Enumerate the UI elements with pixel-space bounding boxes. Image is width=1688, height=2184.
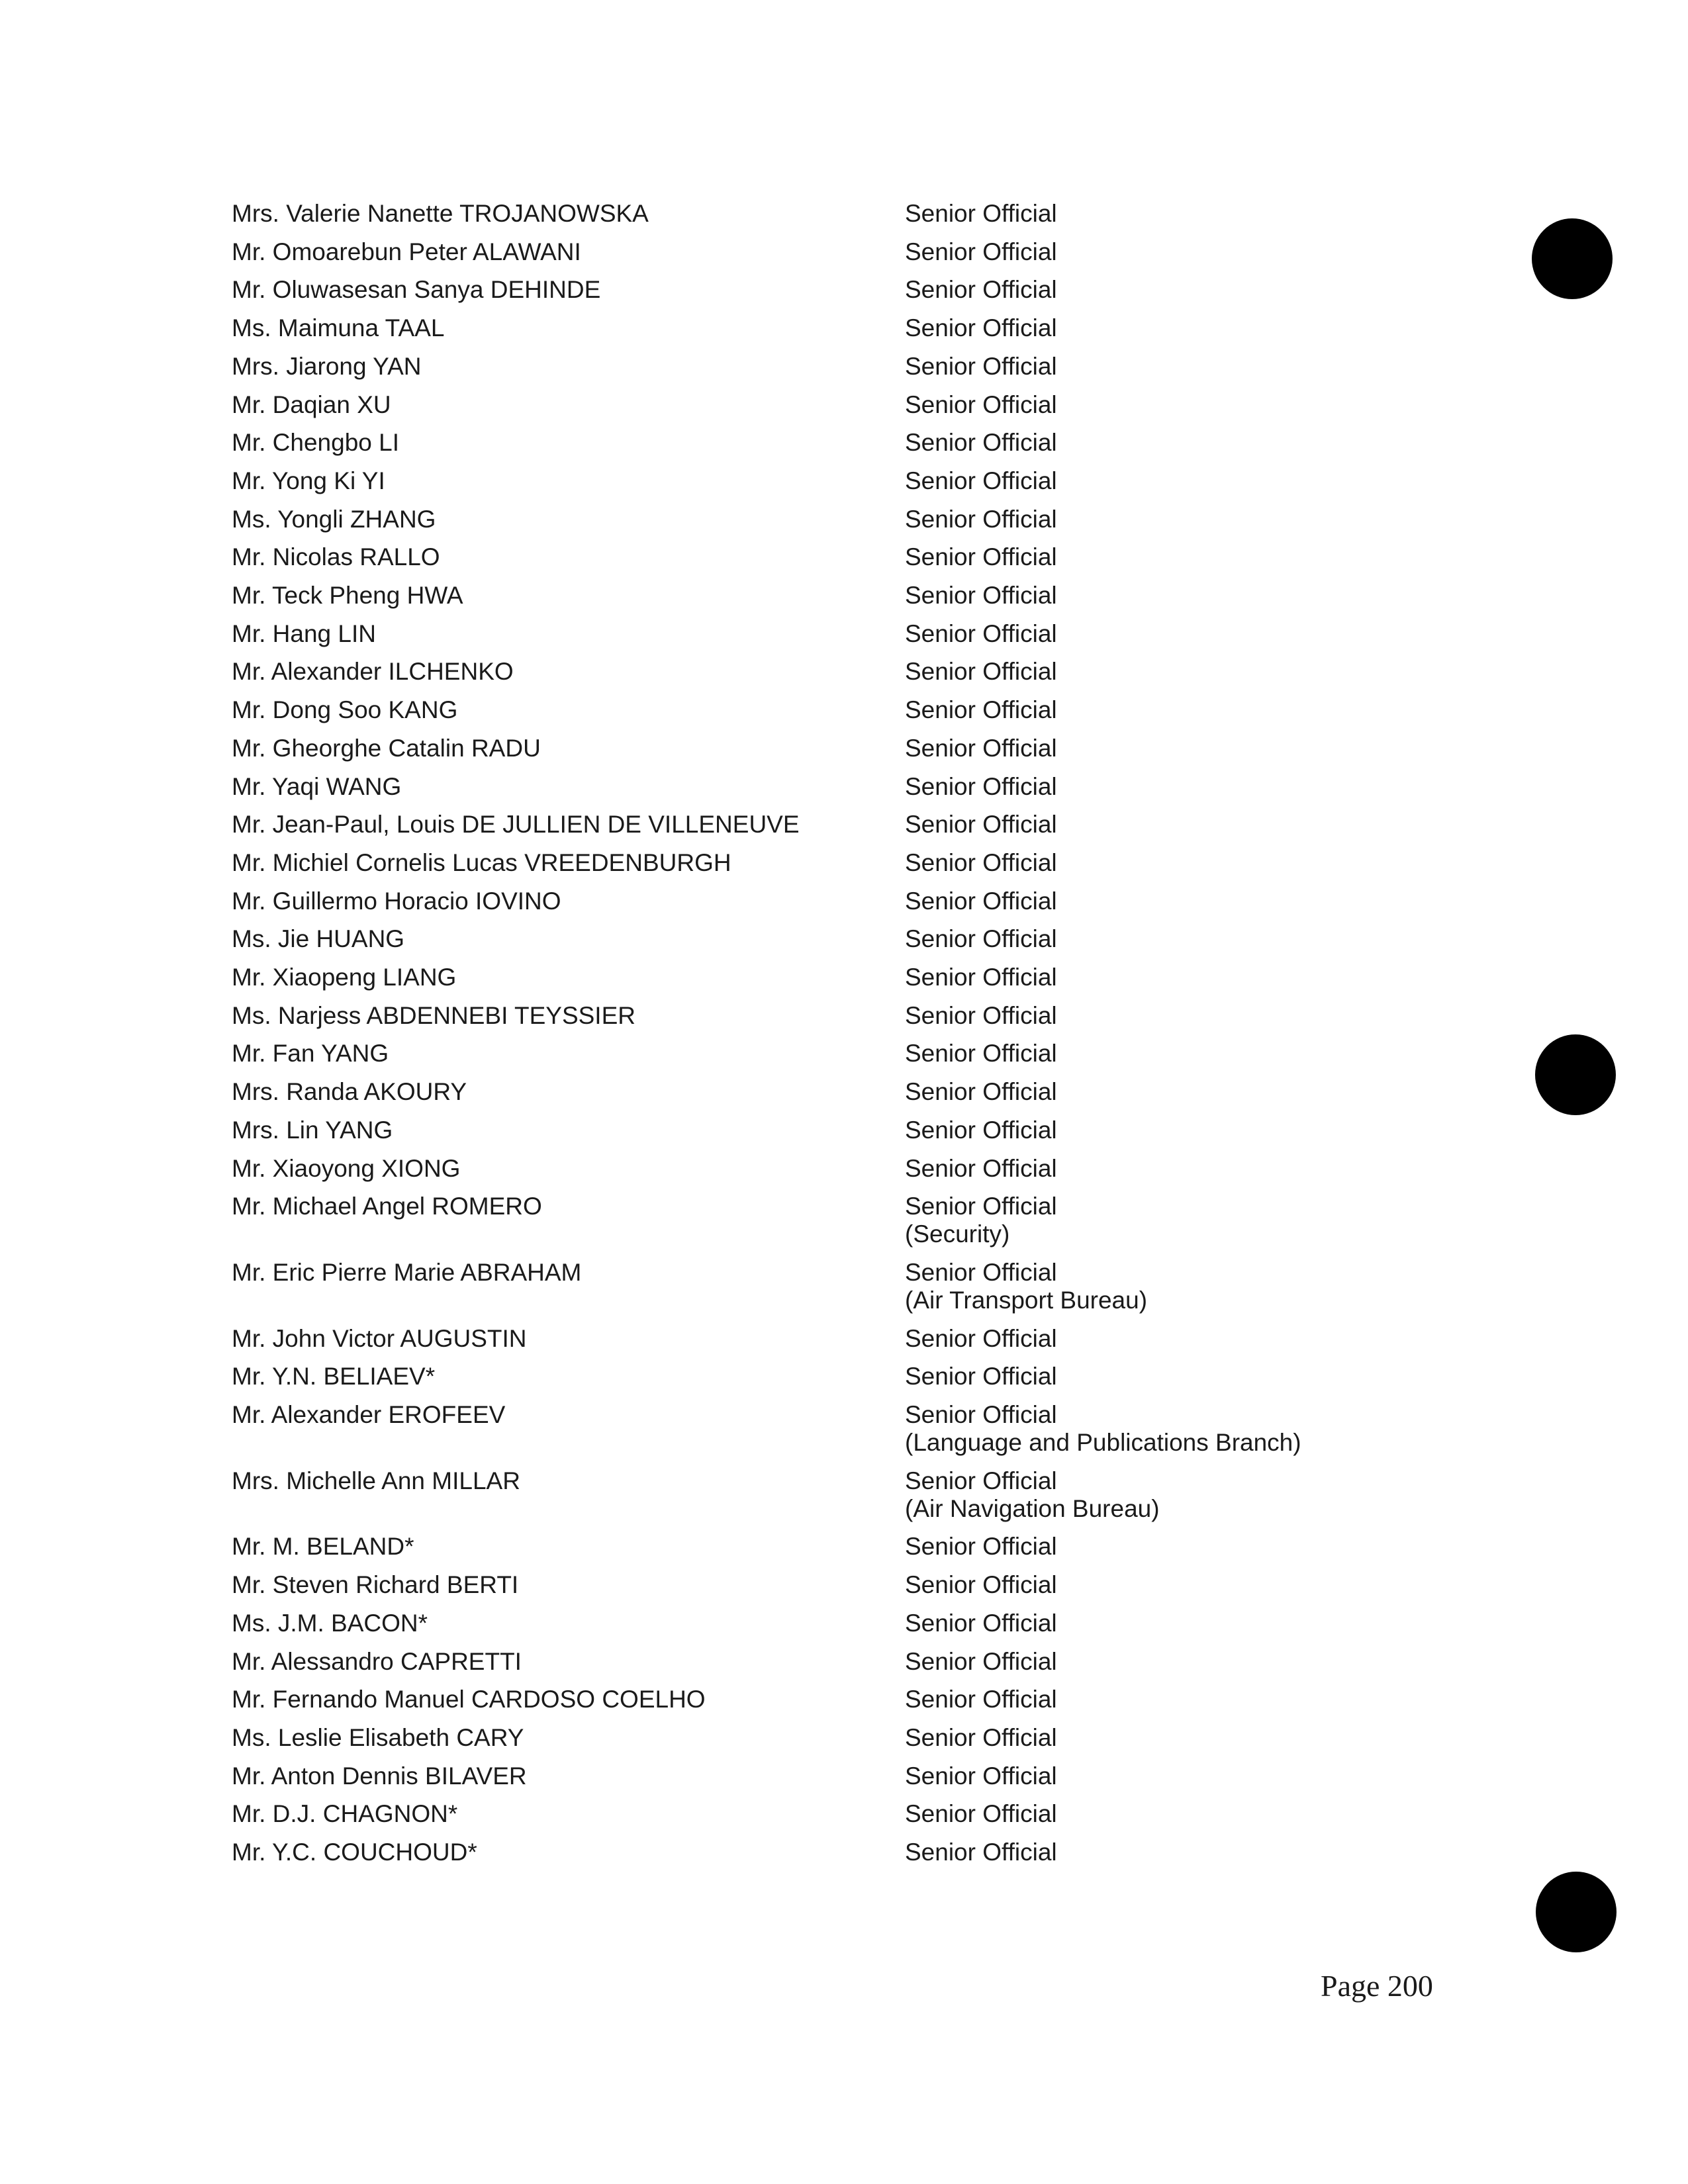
official-title [905,582,1057,610]
title-department: (Security) [905,1220,1010,1248]
official-name: Mr. Daqian XU [232,391,391,418]
official-title [905,467,1057,495]
official-title [905,1040,1057,1068]
official-name: Mrs. Michelle Ann MILLAR [232,1467,520,1494]
official-name: Ms. Jie HUANG [232,925,405,952]
punch-hole-bottom [1536,1872,1617,1952]
official-name: Mr. Yong Ki YI [232,467,385,494]
title-text: Senior Official [905,925,1057,952]
official-name: Mrs. Jiarong YAN [232,353,422,380]
official-name: Mr. Y.C. COUCHOUD* [232,1839,477,1866]
title-text: Senior Official [905,276,1057,303]
title-text: Senior Official [905,1648,1057,1675]
official-title [905,543,1057,571]
official-title [905,1571,1057,1599]
title-text: Senior Official [905,1762,1057,1790]
official-name: Mr. Yaqi WANG [232,773,402,800]
official-name: Mr. Dong Soo KANG [232,696,458,723]
official-name: Mr. Teck Pheng HWA [232,582,463,609]
official-name: Ms. Leslie Elisabeth CARY [232,1724,524,1751]
title-text: Senior Official [905,735,1057,762]
official-title [905,1800,1057,1828]
official-name: Mr. M. BELAND* [232,1533,414,1560]
official-title [905,811,1057,839]
title-text: Senior Official [905,1002,1057,1029]
official-name: Mr. Steven Richard BERTI [232,1571,519,1598]
official-title [905,773,1057,801]
official-name: Mrs. Lin YANG [232,1116,393,1144]
official-title [905,429,1057,457]
official-name: Mr. Alessandro CAPRETTI [232,1648,522,1675]
official-title [905,925,1057,953]
official-name: Mrs. Valerie Nanette TROJANOWSKA [232,200,649,227]
official-name: Mr. Alexander EROFEEV [232,1401,506,1428]
official-name: Mr. John Victor AUGUSTIN [232,1325,527,1352]
title-text: Senior Official [905,506,1057,533]
title-text: Senior Official [905,391,1057,418]
official-title [905,314,1057,342]
title-text: Senior Official [905,582,1057,609]
official-title [905,200,1057,228]
official-title [905,1325,1057,1353]
official-title [905,1155,1057,1183]
official-title [905,1259,1147,1314]
title-text: Senior Official [905,1363,1057,1390]
official-name: Mr. Eric Pierre Marie ABRAHAM [232,1259,582,1286]
title-text: Senior Official [905,1116,1057,1144]
title-text: Senior Official [905,887,1057,915]
official-name: Ms. Maimuna TAAL [232,314,445,341]
official-name: Mr. Hang LIN [232,620,376,647]
title-text: Senior Official [905,1839,1057,1866]
title-text: Senior Official [905,1724,1057,1751]
official-title [905,696,1057,724]
official-title [905,391,1057,419]
official-name: Ms. Yongli ZHANG [232,506,436,533]
title-text: Senior Official [905,696,1057,723]
official-title [905,506,1057,533]
official-name: Ms. Narjess ABDENNEBI TEYSSIER [232,1002,635,1029]
official-title [905,964,1057,991]
title-text: Senior Official [905,314,1057,341]
title-text: Senior Official [905,1571,1057,1598]
official-title [905,1839,1057,1866]
official-title [905,1193,1057,1248]
title-text: Senior Official [905,543,1057,570]
official-name: Mr. Gheorghe Catalin RADU [232,735,541,762]
title-department: (Air Navigation Bureau) [905,1495,1160,1522]
title-text: Senior Official [905,1040,1057,1067]
title-text: Senior Official [905,1325,1057,1352]
title-text: Senior Official [905,1800,1057,1827]
official-name: Mrs. Randa AKOURY [232,1078,467,1105]
official-title [905,1533,1057,1561]
title-text: Senior Official [905,1259,1057,1286]
official-title [905,1762,1057,1790]
title-text: Senior Official [905,1078,1057,1105]
official-title [905,1724,1057,1752]
official-name: Mr. Y.N. BELIAEV* [232,1363,436,1390]
official-title [905,887,1057,915]
official-title [905,849,1057,877]
official-title [905,238,1057,266]
title-text: Senior Official [905,1467,1057,1494]
official-name: Mr. Xiaopeng LIANG [232,964,457,991]
official-name: Mr. Nicolas RALLO [232,543,440,570]
official-title [905,1002,1057,1030]
title-text: Senior Official [905,1533,1057,1560]
official-title [905,1686,1057,1713]
official-name: Mr. Jean-Paul, Louis DE JULLIEN DE VILLENEUVE [232,811,800,838]
official-name: Mr. Michiel Cornelis Lucas VREEDENBURGH [232,849,731,876]
title-text: Senior Official [905,1401,1057,1428]
title-text: Senior Official [905,1155,1057,1182]
punch-hole-top [1532,218,1613,299]
official-name: Mr. Anton Dennis BILAVER [232,1762,527,1790]
title-text: Senior Official [905,849,1057,876]
official-title [905,1078,1057,1106]
official-title [905,1467,1160,1523]
official-title [905,1401,1301,1457]
official-name: Mr. Chengbo LI [232,429,399,456]
official-name: Mr. Guillermo Horacio IOVINO [232,887,561,915]
official-name: Mr. Alexander ILCHENKO [232,658,514,685]
page-number: Page 200 [1321,1969,1433,2003]
title-text: Senior Official [905,238,1057,265]
official-title [905,1648,1057,1676]
official-name: Mr. Fernando Manuel CARDOSO COELHO [232,1686,706,1713]
title-text: Senior Official [905,620,1057,647]
official-title [905,1610,1057,1637]
official-name: Mr. Fan YANG [232,1040,389,1067]
official-name: Mr. Xiaoyong XIONG [232,1155,461,1182]
official-title [905,735,1057,762]
official-title [905,276,1057,304]
official-name: Mr. Oluwasesan Sanya DEHINDE [232,276,601,303]
title-text: Senior Official [905,1610,1057,1637]
title-text: Senior Official [905,200,1057,227]
title-text: Senior Official [905,1193,1057,1220]
title-text: Senior Official [905,1686,1057,1713]
official-title [905,353,1057,381]
title-department: (Air Transport Bureau) [905,1287,1148,1314]
title-text: Senior Official [905,658,1057,685]
official-name: Mr. Michael Angel ROMERO [232,1193,542,1220]
title-department: (Language and Publications Branch) [905,1429,1301,1456]
official-title [905,1116,1057,1144]
official-name: Ms. J.M. BACON* [232,1610,428,1637]
title-text: Senior Official [905,429,1057,456]
title-text: Senior Official [905,467,1057,494]
official-title [905,658,1057,686]
punch-hole-middle [1535,1034,1616,1115]
official-title [905,620,1057,648]
title-text: Senior Official [905,353,1057,380]
official-name: Mr. D.J. CHAGNON* [232,1800,458,1827]
official-title [905,1363,1057,1390]
title-text: Senior Official [905,811,1057,838]
title-text: Senior Official [905,964,1057,991]
title-text: Senior Official [905,773,1057,800]
official-name: Mr. Omoarebun Peter ALAWANI [232,238,581,265]
